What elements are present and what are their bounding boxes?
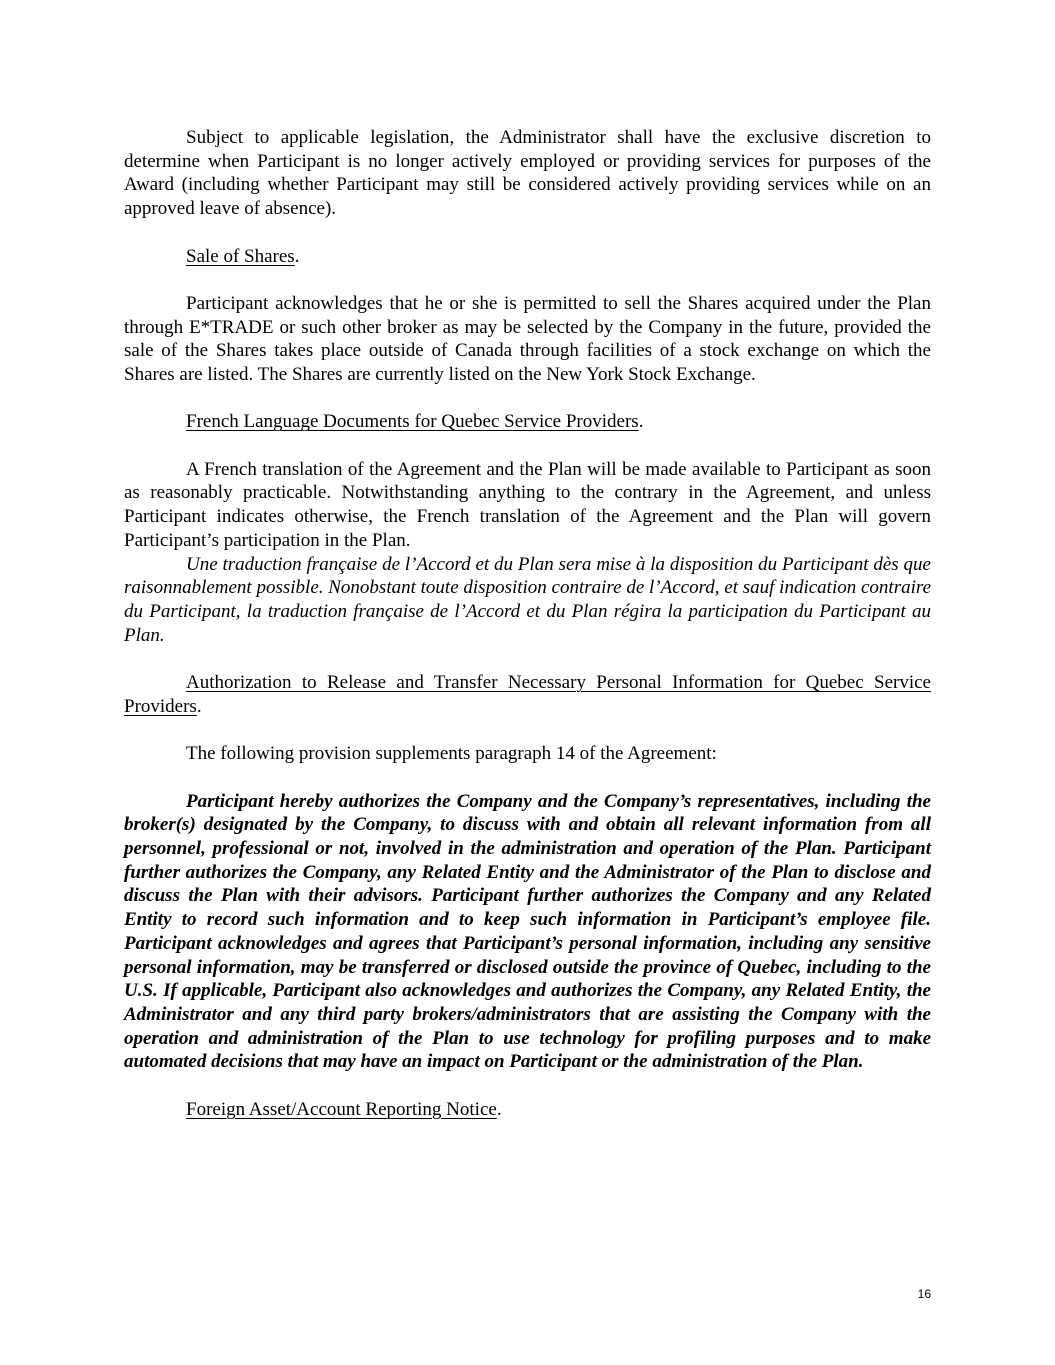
heading-authorization-text: Authorization to Release and Transfer Necessary Personal Information for Quebec Service Providers [124,672,931,717]
document-body [124,126,931,1121]
heading-period: . [638,411,644,433]
heading-foreign-asset-text: Foreign Asset/Account Reporting Notice [186,1098,497,1120]
paragraph-supplement-note: The following provision supplements paragraph 14 of the Agreement: [186,743,717,765]
heading-sale-of-shares-text: Sale of Shares [186,245,295,267]
heading-authorization [124,671,931,718]
paragraph-sale-of-shares: Participant acknowledges that he or she is permitted to sell the Shares acquired under the Plan through E*TRADE or such other broker as may be selected by the Company in the future, provided the sale of the Shares takes place outside of Canada through facilities of a stock exchange on which the Shares are listed. The Shares are currently listed on the New York Stock Exchange. [124,292,931,385]
heading-sale-of-shares [124,245,931,269]
page-number: 16 [917,1287,931,1301]
heading-period: . [496,1098,502,1120]
paragraph-leave-of-absence: Subject to applicable legislation, the Administrator shall have the exclusive discretion to determine when Participant is no longer actively employed or providing services for purposes of the Award (including whether Participant may still be considered actively providing services while on an approved leave of absence). [124,127,931,220]
paragraph-authorization-body: Participant hereby authorizes the Company and the Company’s representatives, including the broker(s) designated by the Company, to discuss with and obtain all relevant information from all personnel, professional or not, involved in the administration and operation of the Plan. Participant further authorizes the Company, any Related Entity and the Administrator of the Plan to disclose and discuss the Plan with their advisors. Participant further authorizes the Company and any Related Entity to record such information and to keep such information in Participant’s employee file. Participant acknowledges and agrees that Participant’s personal information, including any sensitive personal information, may be transferred or disclosed outside the province of Quebec, including to the U.S. If applicable, Participant also acknowledges and authorizes the Company, any Related Entity, the Administrator and any third party brokers/administrators that are assisting the Company with the operation and administration of the Plan to use technology for profiling purposes and to make automated decisions that may have an impact on Participant or the administration of the Plan. [124,790,931,1073]
heading-period: . [196,695,202,717]
heading-french-language [124,410,931,434]
heading-french-language-text: French Language Documents for Quebec Service Providers [186,411,639,433]
paragraph-french-translation-fr: Une traduction française de l’Accord et du Plan sera mise à la disposition du Participant dès que raisonnablement possible. Nonobstant toute disposition contraire de l’Accord, et sauf indication contraire du Participant, la traduction française de l’Accord et du Plan régira la participation du Participant au Plan. [124,553,931,646]
heading-foreign-asset [124,1098,931,1122]
heading-period: . [294,245,300,267]
paragraph-french-translation: A French translation of the Agreement and the Plan will be made available to Participant as soon as reasonably practicable. Notwithstanding anything to the contrary in the Agreement, and unless Participant indicates otherwise, the French translation of the Agreement and the Plan will govern Participant’s participation in the Plan. [124,458,931,551]
